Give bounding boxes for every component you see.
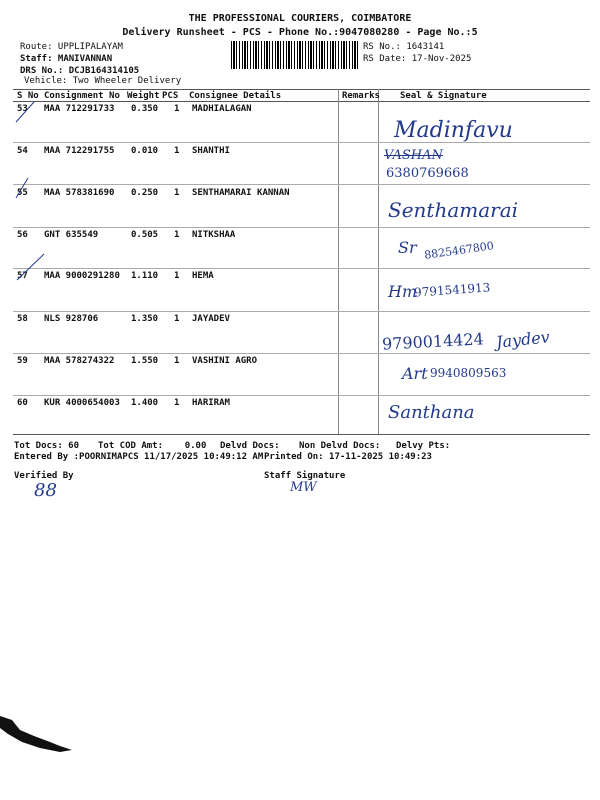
row-signature: Madinfavu xyxy=(394,118,513,143)
verified-mark: 88 xyxy=(34,480,57,501)
drs-number: DRS No.: DCJB164314105 xyxy=(20,66,140,76)
row-divider xyxy=(13,311,590,312)
row-divider xyxy=(13,268,590,269)
total-cod-amount: Tot COD Amt: 0.00 xyxy=(98,441,207,451)
runsheet-subtitle: Delivery Runsheet - PCS - Phone No.:9047080280 - Page No.:5 xyxy=(122,27,478,38)
row-pcs: 1 xyxy=(174,104,180,114)
row-signature: Sr xyxy=(398,238,417,257)
row-consignee: SENTHAMARAI KANNAN xyxy=(192,188,290,198)
col-header-consignment: Consignment No xyxy=(44,91,120,101)
row-sno: 60 xyxy=(17,398,28,408)
row-consignee: SHANTHI xyxy=(192,146,230,156)
row-consignment: MAA 578274322 xyxy=(44,356,115,366)
row-weight: 1.350 xyxy=(131,314,159,324)
row-signature-phone: 9940809563 xyxy=(430,366,507,380)
row-signature: Senthamarai xyxy=(388,198,519,222)
row-sno: 54 xyxy=(17,146,28,156)
row-weight: 1.110 xyxy=(131,271,159,281)
barcode xyxy=(231,41,359,69)
row-weight: 0.010 xyxy=(131,146,159,156)
row-signature: Art xyxy=(402,364,428,383)
signature-col-rule xyxy=(378,89,379,434)
row-consignee: HARIRAM xyxy=(192,398,230,408)
row-signature-phone: 9791541913 xyxy=(413,280,491,300)
col-header-signature: Seal & Signature xyxy=(400,91,487,101)
row-divider xyxy=(13,353,590,354)
row-pcs: 1 xyxy=(174,398,180,408)
rs-number: RS No.: 1643141 xyxy=(363,42,445,52)
col-header-remarks: Remarks xyxy=(342,91,380,101)
col-header-pcs: PCS xyxy=(162,91,179,101)
row-pcs: 1 xyxy=(174,146,180,156)
row-signature: Hm xyxy=(388,282,418,301)
row-signature: Jaydev xyxy=(495,327,551,352)
staff-signature-label: Staff Signature xyxy=(264,471,346,481)
row-pcs: 1 xyxy=(174,314,180,324)
row-pcs: 1 xyxy=(174,188,180,198)
row-weight: 0.350 xyxy=(131,104,159,114)
row-sno: 53 xyxy=(17,104,28,114)
col-header-sno: S No xyxy=(17,91,39,101)
row-consignee: JAYADEV xyxy=(192,314,230,324)
row-signature-phone: 9790014424 xyxy=(381,329,485,354)
remarks-col-rule xyxy=(338,89,339,434)
non-delivered-docs: Non Delvd Docs: xyxy=(299,441,381,451)
row-sno: 56 xyxy=(17,230,28,240)
table-top-rule xyxy=(13,89,590,90)
row-consignee: MADHIALAGAN xyxy=(192,104,252,114)
row-weight: 0.250 xyxy=(131,188,159,198)
table-bottom-rule xyxy=(13,434,590,435)
row-signature: Santhana xyxy=(388,402,475,423)
col-header-consignee: Consignee Details xyxy=(189,91,282,101)
printed-on: Printed On: 17-11-2025 10:49:23 xyxy=(264,452,432,462)
row-signature-phone: 8825467800 xyxy=(423,239,495,262)
vehicle-label: Vehicle: Two Wheeler Delivery xyxy=(24,76,182,86)
row-pcs: 1 xyxy=(174,230,180,240)
row-signature: VASHAN xyxy=(384,148,443,163)
row-divider xyxy=(13,142,590,143)
row-divider xyxy=(13,184,590,185)
verified-by-label: Verified By xyxy=(14,471,74,481)
row-consignment: MAA 712291733 xyxy=(44,104,115,114)
row-consignee: HEMA xyxy=(192,271,214,281)
scan-artifact xyxy=(0,712,80,762)
table-header-rule xyxy=(13,101,590,102)
row-weight: 1.400 xyxy=(131,398,159,408)
row-divider xyxy=(13,395,590,396)
row-divider xyxy=(13,227,590,228)
row-consignment: NLS 928706 xyxy=(44,314,99,324)
row-sno: 55 xyxy=(17,188,28,198)
entered-by: Entered By :POORNIMAPCS 11/17/2025 10:49:12 AM xyxy=(14,452,264,462)
staff-label: Staff: MANIVANNAN xyxy=(20,54,113,64)
company-title: THE PROFESSIONAL COURIERS, COIMBATORE xyxy=(188,13,412,24)
rs-date: RS Date: 17-Nov-2025 xyxy=(363,54,472,64)
col-header-weight: Weight xyxy=(127,91,160,101)
row-sno: 59 xyxy=(17,356,28,366)
row-consignment: MAA 9000291280 xyxy=(44,271,120,281)
route-label: Route: UPPLIPALAYAM xyxy=(20,42,123,52)
row-consignee: VASHINI AGRO xyxy=(192,356,258,366)
row-consignment: GNT 635549 xyxy=(44,230,99,240)
delivery-points: Delvy Pts: xyxy=(396,441,451,451)
row-sno: 57 xyxy=(17,271,28,281)
row-consignment: MAA 712291755 xyxy=(44,146,115,156)
row-weight: 0.505 xyxy=(131,230,159,240)
staff-mark: MW xyxy=(290,480,317,495)
row-pcs: 1 xyxy=(174,356,180,366)
tick-marks xyxy=(14,100,54,300)
row-consignment: MAA 578381690 xyxy=(44,188,115,198)
row-sno: 58 xyxy=(17,314,28,324)
delivered-docs: Delvd Docs: xyxy=(220,441,280,451)
row-consignee: NITKSHAA xyxy=(192,230,236,240)
row-pcs: 1 xyxy=(174,271,180,281)
total-docs: Tot Docs: 60 xyxy=(14,441,80,451)
row-consignment: KUR 4000654003 xyxy=(44,398,120,408)
row-weight: 1.550 xyxy=(131,356,159,366)
row-signature-phone: 6380769668 xyxy=(386,166,469,181)
